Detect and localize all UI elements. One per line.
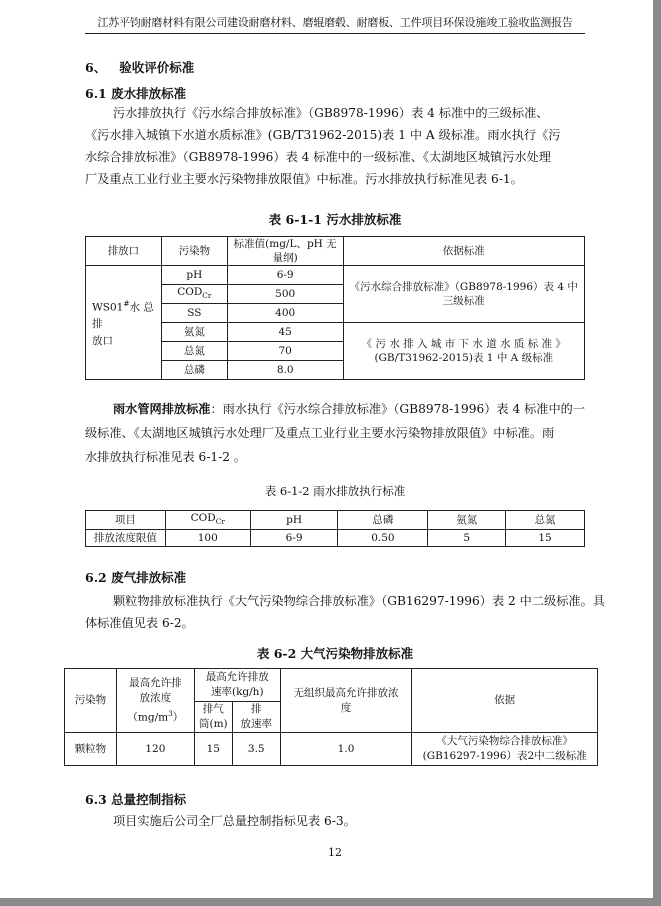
- header-text: 最高允许排: [129, 676, 182, 689]
- table-header-cell: [280, 669, 412, 733]
- table-header-cell: [116, 669, 194, 733]
- cod-subscript: Cr: [202, 291, 212, 301]
- outlet-desc-2: 放口: [92, 335, 113, 348]
- basis-text: (GB16297-1996）表2中二级标准: [422, 750, 587, 762]
- table-6-1-2-caption: 表 6-1-2 雨水排放执行标准: [264, 484, 406, 498]
- pollutant-cell: 总氮: [161, 342, 227, 361]
- paragraph-line: 体标准值见表 6-2。: [85, 616, 194, 630]
- table-6-2-caption: 表 6-2 大气污染物排放标准: [256, 646, 414, 661]
- table-header-row: [86, 511, 585, 530]
- table-cell: 1.0: [280, 733, 412, 766]
- rain-text: ：雨水执行《污水综合排放标准》（GB8978-1996）表 4 标准中的一: [210, 402, 586, 416]
- rain-label: 雨水管网排放标准: [113, 402, 211, 416]
- table-cell: [412, 733, 598, 766]
- table-header-cell: 总氮: [506, 511, 585, 530]
- table-cell: 15: [506, 530, 585, 547]
- value-cell: 400: [227, 304, 343, 323]
- table-row: [65, 733, 598, 766]
- header-text: 放速率: [240, 718, 272, 730]
- section-6-1-heading: 6.1 废水排放标准: [85, 86, 187, 101]
- cod-label: COD: [190, 512, 216, 524]
- value-cell: 500: [227, 285, 343, 304]
- table-header-cell: 排放口: [86, 237, 162, 266]
- table-header-row: [86, 237, 585, 266]
- basis-cell: 《 污 水 排 入 城 市 下 水 道 水 质 标 准 》(GB/T31962-2015)表 1 中 A 级标准: [343, 323, 584, 380]
- table-cell: 100: [165, 530, 250, 547]
- viewer-frame-bottom: [0, 898, 661, 906]
- table-cell: 15: [194, 733, 232, 766]
- header-text: 无组织最高允许排放浓: [293, 686, 399, 699]
- section-number: 6、: [85, 60, 107, 75]
- pollutant-cell: 总磷: [161, 361, 227, 380]
- header-text: （mg/m: [127, 711, 169, 724]
- table-header-cell: [194, 702, 232, 733]
- value-cell: 70: [227, 342, 343, 361]
- wastewater-standard-table: [85, 236, 585, 380]
- table-header-cell: 氨氮: [428, 511, 506, 530]
- basis-cell: 《污水综合排放标准》（GB8978-1996）表 4 中三级标准: [343, 266, 584, 323]
- cod-subscript: Cr: [215, 517, 225, 527]
- pollutant-cell: [161, 285, 227, 304]
- table-header-cell: 项目: [86, 511, 166, 530]
- table-header-cell: 总磷: [338, 511, 428, 530]
- table-cell: 5: [428, 530, 506, 547]
- header-text: ）: [172, 711, 184, 724]
- header-text: 放浓度: [139, 691, 172, 704]
- table-row: [86, 266, 585, 285]
- table-6-1-1-caption: 表 6-1-1 污水排放标准: [268, 212, 402, 227]
- table-header-cell: 依据标准: [343, 237, 584, 266]
- pollutant-cell: pH: [161, 266, 227, 285]
- paragraph-line: 项目实施后公司全厂总量控制指标见表 6-3。: [113, 814, 356, 828]
- outlet-desc: 水 总 排: [92, 301, 154, 331]
- section-6-heading: [85, 58, 194, 76]
- rain-paragraph-line: 水排放执行标准见表 6-1-2 。: [85, 450, 247, 464]
- rain-paragraph-line: [113, 398, 586, 420]
- viewer-frame-right: [653, 0, 661, 906]
- basis-text: 《大气污染物综合排放标准》: [436, 735, 573, 747]
- paragraph-line: 颗粒物排放标准执行《大气污染物综合排放标准》（GB16297-1996）表 2 中二级标准。具: [113, 594, 605, 608]
- table-row: [86, 530, 585, 547]
- table-header-cell: 依据: [412, 669, 598, 733]
- table-cell: 3.5: [232, 733, 280, 766]
- table-cell: 颗粒物: [65, 733, 117, 766]
- header-text: 排: [250, 703, 262, 715]
- section-6-3-heading: 6.3 总量控制指标: [85, 792, 187, 807]
- paragraph-line: 《污水排入城镇下水道水质标准》(GB/T31962-2015)表 1 中 A 级标准。雨水执行《污: [85, 128, 561, 142]
- outlet-code: WS01: [92, 301, 124, 314]
- section-6-2-heading: 6.2 废气排放标准: [85, 570, 187, 585]
- table-cell: 排放浓度限值: [86, 530, 166, 547]
- table-cell: 120: [116, 733, 194, 766]
- page-number: 12: [328, 846, 342, 859]
- table-header-cell: 污染物: [161, 237, 227, 266]
- table-cell: 6-9: [250, 530, 338, 547]
- value-cell: 45: [227, 323, 343, 342]
- pollutant-cell: 氨氮: [161, 323, 227, 342]
- cod-label: COD: [177, 286, 203, 298]
- table-header-cell: 污染物: [65, 669, 117, 733]
- value-cell: 6-9: [227, 266, 343, 285]
- table-header-cell: 标准值(mg/L、pH 无量纲): [227, 237, 343, 266]
- header-text: 度: [340, 701, 352, 714]
- table-header-cell: [232, 702, 280, 733]
- table-header-row: [65, 669, 598, 702]
- air-emission-standard-table: [64, 668, 598, 766]
- rain-paragraph-line: 级标准、《太湖地区城镇污水处理厂及重点工业行业主要水污染物排放限值》中标准。雨: [85, 426, 555, 440]
- paragraph-line: 水综合排放标准》（GB8978-1996）表 4 标准中的一级标准、《太湖地区城镇污水处理: [85, 150, 551, 164]
- section-title: 验收评价标准: [119, 60, 195, 75]
- table-header-cell: [194, 669, 280, 702]
- header-text: 排气: [202, 703, 224, 715]
- header-text: 速率(kg/h): [210, 686, 264, 698]
- running-header: 江苏平钧耐磨材料有限公司建设耐磨材料、磨辊磨毂、耐磨板、工件项目环保设施竣工验收监测报告: [97, 16, 573, 29]
- paragraph-line: 厂及重点工业行业主要水污染物排放限值》中标准。污水排放执行标准见表 6-1。: [85, 172, 523, 186]
- table-cell: 0.50: [338, 530, 428, 547]
- outlet-cell: [86, 266, 162, 380]
- value-cell: 8.0: [227, 361, 343, 380]
- rainwater-standard-table: [85, 510, 585, 547]
- table-header-cell: [165, 511, 250, 530]
- table-header-cell: pH: [250, 511, 338, 530]
- header-rule: [85, 33, 585, 34]
- header-text: 筒(m): [198, 718, 228, 730]
- pollutant-cell: SS: [161, 304, 227, 323]
- paragraph-line: 污水排放执行《污水综合排放标准》（GB8978-1996）表 4 标准中的三级标准、: [113, 106, 549, 120]
- header-text: 最高允许排放: [205, 671, 269, 683]
- outlet-sup: #: [123, 298, 130, 308]
- unit-sup: 3: [168, 708, 173, 718]
